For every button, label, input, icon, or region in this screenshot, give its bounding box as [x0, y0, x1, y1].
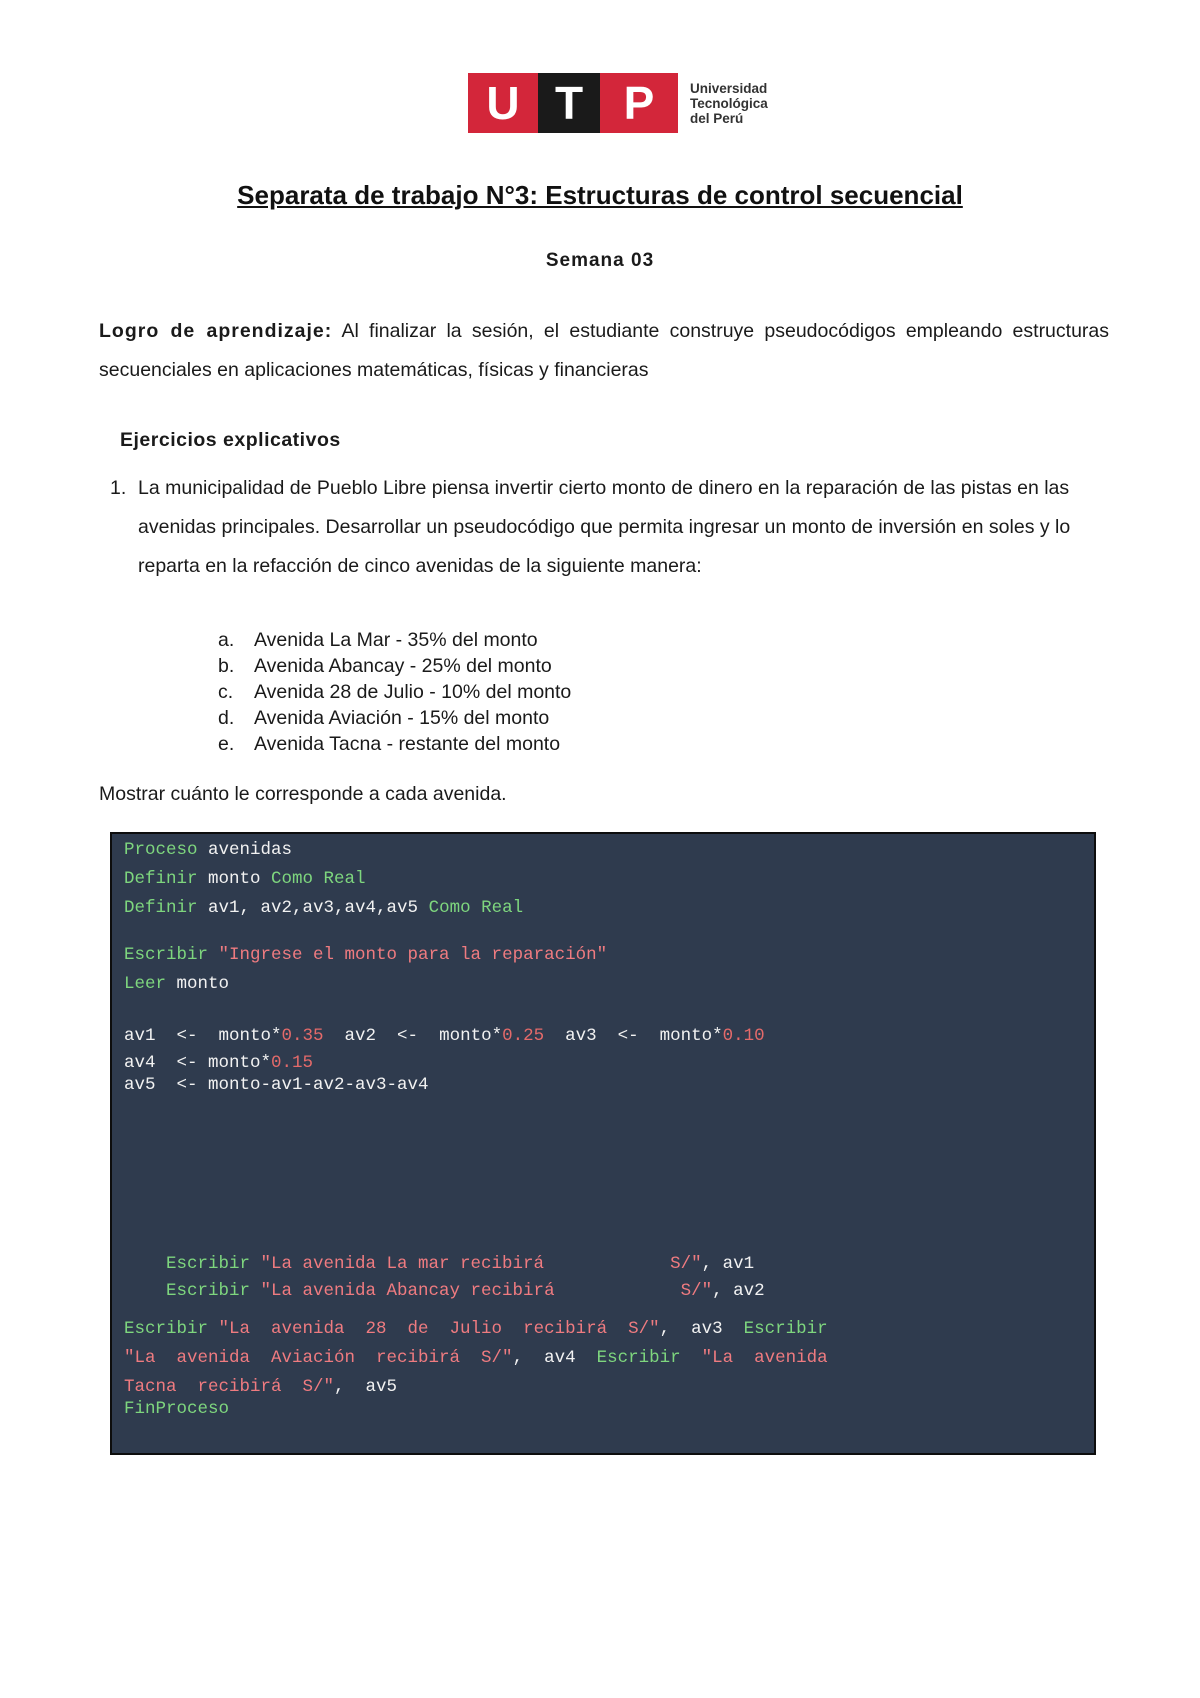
list-item	[218, 679, 571, 705]
code-line	[166, 1281, 765, 1301]
code-text: av3 <- monto*	[544, 1026, 723, 1046]
code-number: 0.35	[281, 1026, 324, 1046]
code-keyword: Definir	[124, 898, 198, 918]
pseudocode-block	[110, 832, 1096, 1455]
code-keyword: FinProceso	[124, 1399, 230, 1419]
code-line	[124, 1377, 397, 1397]
document-title: Separata de trabajo N°3: Estructuras de control secuencial	[237, 180, 963, 210]
code-string: Tacna recibirá S/"	[124, 1377, 335, 1397]
code-text: , av3	[659, 1319, 744, 1339]
code-text: av4 <- monto*	[124, 1053, 272, 1073]
code-text: , av4	[512, 1348, 597, 1368]
code-keyword: Como	[271, 869, 314, 889]
code-string: "La avenida Aviación recibirá S/"	[124, 1348, 513, 1368]
code-keyword: Real	[313, 869, 366, 889]
code-line	[124, 840, 292, 860]
code-line	[124, 869, 366, 889]
code-keyword: Escribir	[166, 1281, 251, 1301]
code-keyword: Escribir	[124, 945, 209, 965]
code-keyword: Leer	[124, 974, 167, 994]
code-text: monto	[197, 869, 272, 889]
code-text: av1 <- monto*	[124, 1026, 282, 1046]
list-text: Avenida Aviación - 15% del monto	[254, 707, 550, 729]
code-line	[124, 1026, 765, 1046]
code-keyword: Escribir	[124, 1319, 209, 1339]
utp-logo	[468, 73, 768, 133]
logo-letter-u: U	[468, 73, 538, 133]
code-string: "La avenida La mar recibirá S/"	[250, 1254, 702, 1274]
list-text: Avenida La Mar - 35% del monto	[254, 629, 538, 651]
code-number: 0.15	[271, 1053, 314, 1073]
logo-letter-t: T	[538, 73, 600, 133]
code-text: monto	[166, 974, 230, 994]
code-text: , av5	[334, 1377, 398, 1397]
list-text: Avenida Abancay - 25% del monto	[254, 655, 552, 677]
code-keyword: Escribir	[743, 1319, 828, 1339]
code-keyword: Como	[428, 898, 471, 918]
code-string: "La avenida	[680, 1348, 828, 1368]
code-line	[124, 1075, 429, 1095]
code-line	[124, 1053, 313, 1073]
logo-line: del Perú	[690, 110, 744, 126]
code-line	[124, 1399, 229, 1419]
logo-line: Tecnológica	[690, 95, 768, 111]
list-letter: e.	[218, 733, 235, 755]
logo-letter-p: P	[600, 73, 678, 133]
code-line	[124, 1348, 828, 1368]
code-text: , av1	[701, 1254, 755, 1274]
learning-label: Logro de aprendizaje:	[99, 320, 333, 342]
code-string: "La avenida Abancay recibirá S/"	[250, 1281, 713, 1301]
code-keyword: Real	[470, 898, 524, 918]
list-item	[218, 705, 571, 731]
list-letter: c.	[218, 681, 234, 703]
code-string: "La avenida 28 de Julio recibirá S/"	[208, 1319, 660, 1339]
code-text: avenidas	[197, 840, 293, 860]
code-keyword: Escribir	[166, 1254, 251, 1274]
code-text: av2 <- monto*	[323, 1026, 503, 1046]
code-line	[124, 898, 523, 918]
learning-text: Al finalizar la sesión, el estudiante construye pseudocódigos empleando estructuras secuenciales en aplicaciones matemáticas, físicas y financieras	[99, 320, 1110, 381]
list-item	[218, 731, 571, 757]
code-line	[124, 974, 229, 994]
week-label: Semana 03	[545, 250, 655, 271]
section-title: Ejercicios explicativos	[120, 429, 341, 451]
logo-university-name	[690, 81, 768, 126]
list-letter: d.	[218, 707, 235, 729]
code-keyword: Proceso	[124, 840, 198, 860]
list-item	[218, 627, 571, 653]
code-text: av5 <- monto-av1-av2-av3-av4	[124, 1075, 429, 1095]
code-number: 0.10	[722, 1026, 765, 1046]
list-letter: b.	[218, 655, 235, 677]
list-text: Avenida Tacna - restante del monto	[254, 733, 561, 755]
exercise-item	[110, 469, 1100, 586]
exercise-number: 1.	[110, 477, 127, 499]
list-letter: a.	[218, 629, 235, 651]
code-keyword: Escribir	[596, 1348, 681, 1368]
logo-line: Universidad	[690, 80, 768, 96]
code-line	[166, 1254, 754, 1274]
code-text: , av2	[712, 1281, 765, 1301]
list-item	[218, 653, 571, 679]
code-text: av1, av2,av3,av4,av5	[197, 898, 429, 918]
code-line	[124, 945, 607, 965]
code-keyword: Definir	[124, 869, 198, 889]
instruction-text: Mostrar cuánto le corresponde a cada avenida.	[99, 783, 507, 805]
avenue-list	[218, 627, 571, 757]
list-text: Avenida 28 de Julio - 10% del monto	[254, 681, 572, 703]
code-number: 0.25	[502, 1026, 545, 1046]
code-string: "Ingrese el monto para la reparación"	[208, 945, 608, 965]
learning-outcome	[99, 312, 1109, 390]
code-line	[124, 1319, 828, 1339]
exercise-text: La municipalidad de Pueblo Libre piensa invertir cierto monto de dinero en la reparación de las pistas en las avenidas principales. Desarrollar un pseudocódigo que permita ingresar un monto de inversión en soles y lo reparta en la refacción de cinco avenidas de la siguiente manera:	[138, 477, 1071, 577]
